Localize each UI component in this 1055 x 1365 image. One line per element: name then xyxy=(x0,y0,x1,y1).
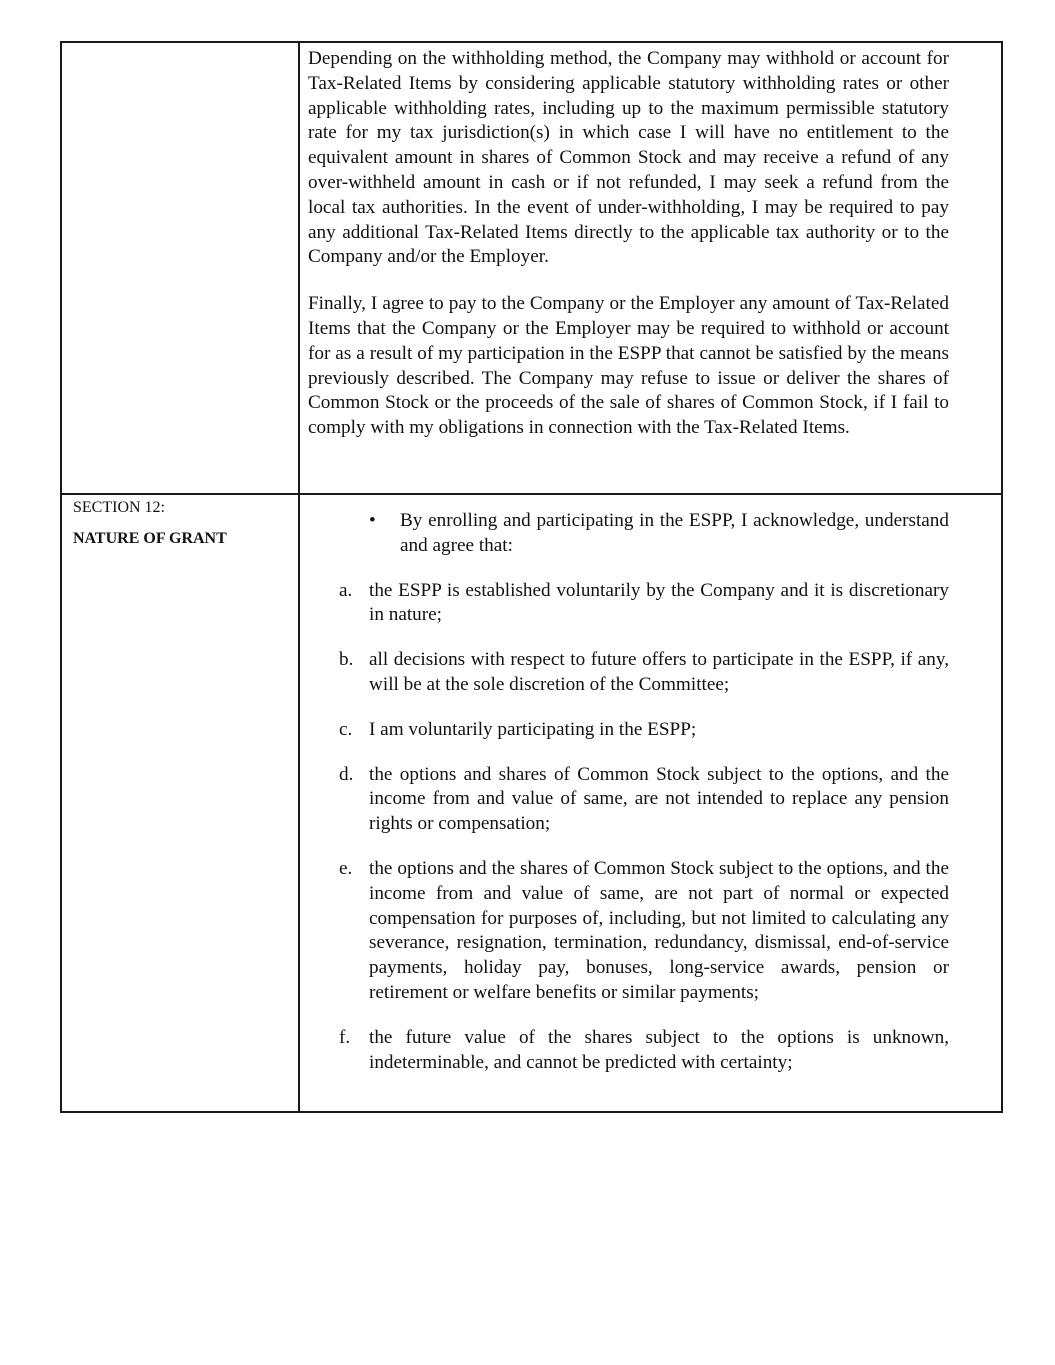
right-cell-tax-text xyxy=(299,42,1002,494)
list-marker: f. xyxy=(339,1026,351,1048)
table-row-tax-withholding xyxy=(61,42,1002,494)
acknowledgement-bullet xyxy=(300,509,949,559)
bullet-icon: • xyxy=(369,510,376,531)
list-item-a xyxy=(300,579,949,629)
list-item-b xyxy=(300,648,949,698)
list-item-f xyxy=(300,1026,949,1076)
section-title: NATURE OF GRANT xyxy=(73,530,227,547)
list-marker: a. xyxy=(339,579,353,601)
withholding-paragraph: Depending on the withholding method, the Company may withhold or account for Tax-Related Items by considering applicable statutory withholding rates or other applicable withholding rates, including up to the maximum permissible statutory rate for my tax jurisdiction(s) in which case I will have no entitlement to the equivalent amount in shares of Common Stock and may receive a refund of any over-withheld amount in cash or if not refunded, I may seek a refund from the local tax authorities. In the event of under-withholding, I may be required to pay any additional Tax-Related Items directly to the applicable tax authority or to the Company and/or the Employer. xyxy=(308,48,949,268)
table-row-section-12 xyxy=(61,494,1002,1112)
list-marker: d. xyxy=(339,763,354,785)
list-marker: c. xyxy=(339,718,353,740)
list-item-text: the options and the shares of Common Stock subject to the options, and the income from and value of same, are not part of normal or expected compensation for purposes of, including, but not limited to calculating any severance, resignation, termination, redundancy, dismissal, end-of-service payments, holiday pay, bonuses, long-service awards, pension or retirement or welfare benefits or similar payments; xyxy=(369,857,949,1003)
section-number: SECTION 12: xyxy=(73,499,165,516)
list-item-e xyxy=(300,857,949,1006)
left-cell-empty xyxy=(61,42,299,494)
list-item-text: the future value of the shares subject to the options is unknown, indeterminable, and cannot be predicted with certainty; xyxy=(369,1026,949,1073)
left-cell-section-heading xyxy=(61,494,299,1112)
list-marker: e. xyxy=(339,857,353,879)
acknowledgement-text: By enrolling and participating in the ESPP, I acknowledge, understand and agree that: xyxy=(400,510,949,556)
tax-obligation-paragraph: Finally, I agree to pay to the Company or the Employer any amount of Tax-Related Items that the Company or the Employer may be required to withhold or account for as a result of my participation in the ESPP that cannot be satisfied by the means previously described. The Company may refuse to issue or deliver the shares of Common Stock or the proceeds of the sale of shares of Common Stock, if I fail to comply with my obligations in connection with the Tax-Related Items. xyxy=(308,293,949,439)
document-table xyxy=(60,41,1003,1113)
right-cell-nature-of-grant xyxy=(299,494,1002,1112)
list-item-c xyxy=(300,718,949,743)
list-item-text: the options and shares of Common Stock subject to the options, and the income from and value of same, are not intended to replace any pension rights or compensation; xyxy=(369,763,949,835)
list-item-text: I am voluntarily participating in the ESPP; xyxy=(369,718,697,740)
list-item-text: the ESPP is established voluntarily by the Company and it is discretionary in nature; xyxy=(369,579,949,626)
list-item-text: all decisions with respect to future offers to participate in the ESPP, if any, will be at the sole discretion of the Committee; xyxy=(369,649,949,695)
list-marker: b. xyxy=(339,649,354,671)
list-item-d xyxy=(300,763,949,837)
